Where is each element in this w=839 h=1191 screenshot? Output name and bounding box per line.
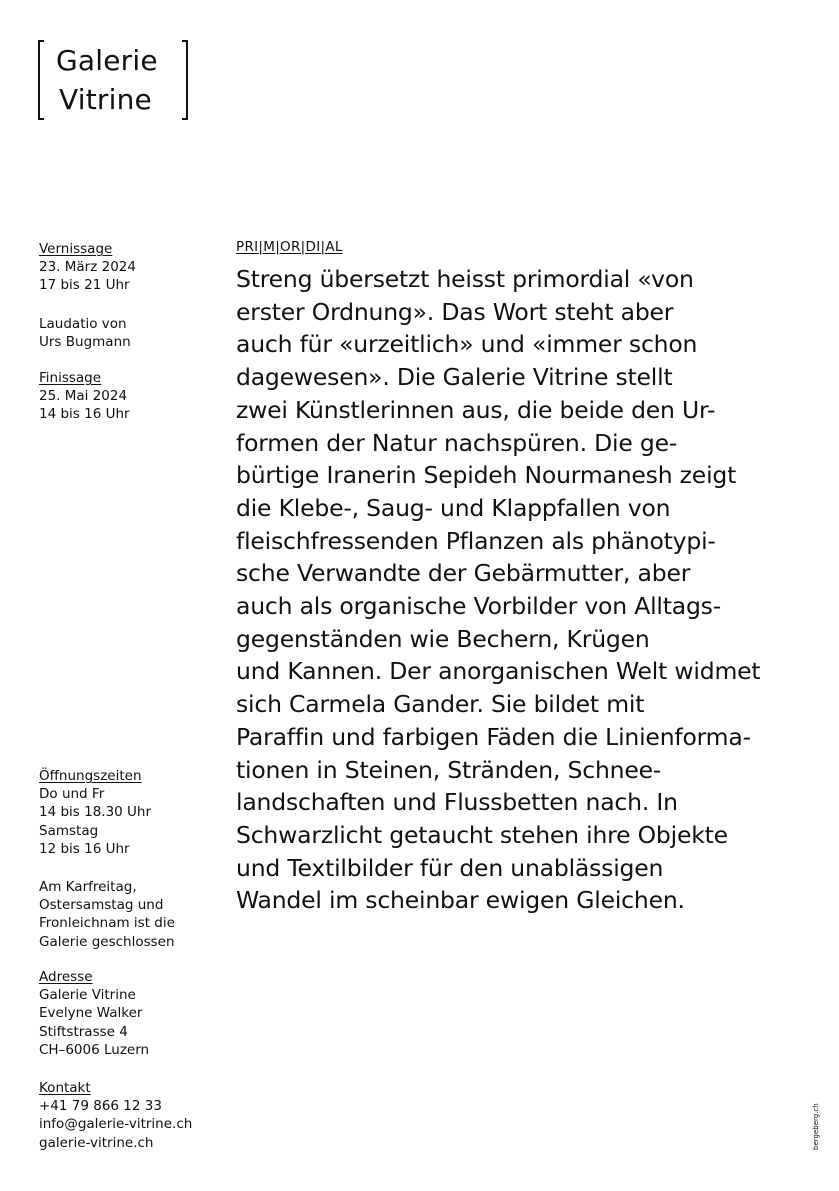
logo-line-1: Galerie (56, 44, 158, 77)
laudatio-speaker: Urs Bugmann (39, 334, 131, 351)
contact-block (39, 1079, 219, 1152)
logo-line-2: Vitrine (59, 83, 152, 116)
address-heading: Adresse (39, 969, 93, 985)
opening-hours-line: 12 bis 16 Uhr (39, 840, 130, 857)
article-line: auch für «urzeitlich» und «immer schon (236, 330, 698, 359)
logo-left-bracket (38, 40, 44, 120)
contact-heading: Kontakt (39, 1080, 91, 1096)
article-line: erster Ordnung». Das Wort steht aber (236, 297, 674, 326)
article-line: Paraffin und farbigen Fäden die Linienforma- (236, 722, 751, 751)
design-credit (806, 1100, 826, 1155)
contact-website[interactable]: galerie-vitrine.ch (39, 1134, 154, 1151)
address-line: Galerie Vitrine (39, 987, 136, 1004)
opening-hours-line: Samstag (39, 822, 99, 839)
closed-note-line: Ostersamstag und (39, 897, 164, 914)
design-credit-text: bergeberg.ch (812, 1103, 820, 1150)
opening-hours-line: 14 bis 18.30 Uhr (39, 804, 152, 821)
finissage-time: 14 bis 16 Uhr (39, 406, 130, 423)
laudatio-label: Laudatio von (39, 316, 127, 332)
article-line: dagewesen». Die Galerie Vitrine stellt (236, 363, 673, 392)
article-line: bürtige Iranerin Sepideh Nourmanesh zeigt (236, 461, 737, 490)
vernissage-date: 23. März 2024 (39, 259, 136, 276)
closed-note-line: Galerie geschlossen (39, 933, 175, 950)
contact-phone[interactable]: +41 79 866 12 33 (39, 1098, 162, 1115)
opening-hours-line: Do und Fr (39, 786, 105, 803)
article-line: gegenständen wie Bechern, Krügen (236, 624, 650, 653)
vernissage-block (39, 240, 219, 295)
closed-note-block (39, 878, 219, 951)
article-line: Schwarzlicht getaucht stehen ihre Objekte (236, 820, 728, 849)
closed-note-line: Am Karfreitag, (39, 879, 137, 895)
article-line: zwei Künstlerinnen aus, die beide den Ur- (236, 395, 716, 424)
article-body (236, 263, 816, 917)
opening-hours-heading: Öffnungszeiten (39, 768, 142, 784)
opening-hours-block (39, 767, 219, 858)
article-kicker: PRI|M|OR|DI|AL (236, 239, 343, 255)
address-line: Evelyne Walker (39, 1005, 143, 1022)
contact-email[interactable]: info@galerie-vitrine.ch (39, 1116, 193, 1133)
gallery-logo (38, 40, 188, 122)
closed-note-line: Fronleichnam ist die (39, 915, 175, 932)
finissage-heading: Finissage (39, 370, 102, 386)
logo-right-bracket (182, 40, 188, 120)
article-line: und Kannen. Der anorganischen Welt widmet (236, 657, 761, 686)
article-line: sich Carmela Gander. Sie bildet mit (236, 690, 645, 719)
article-line: Wandel im scheinbar ewigen Gleichen. (236, 886, 685, 915)
article-line: fleischfressenden Pflanzen als phänotypi- (236, 526, 716, 555)
finissage-date: 25. Mai 2024 (39, 388, 128, 405)
article-line: landschaften und Flussbetten nach. In (236, 788, 678, 817)
article (236, 237, 816, 917)
vernissage-heading: Vernissage (39, 241, 113, 257)
article-line: formen der Natur nachspüren. Die ge- (236, 428, 678, 457)
finissage-block (39, 369, 219, 424)
address-line: Stiftstrasse 4 (39, 1023, 128, 1040)
vernissage-time: 17 bis 21 Uhr (39, 277, 130, 294)
article-line: Streng übersetzt heisst primordial «von (236, 265, 694, 293)
address-block (39, 968, 219, 1059)
laudatio-block (39, 315, 219, 351)
article-line: auch als organische Vorbilder von Alltags- (236, 592, 721, 621)
article-line: sche Verwandte der Gebärmutter, aber (236, 559, 691, 588)
article-line: tionen in Steinen, Stränden, Schnee- (236, 755, 662, 784)
article-line: die Klebe-, Saug- und Klappfallen von (236, 493, 671, 522)
address-line: CH–6006 Luzern (39, 1041, 150, 1058)
article-line: und Textilbilder für den unablässigen (236, 853, 664, 882)
